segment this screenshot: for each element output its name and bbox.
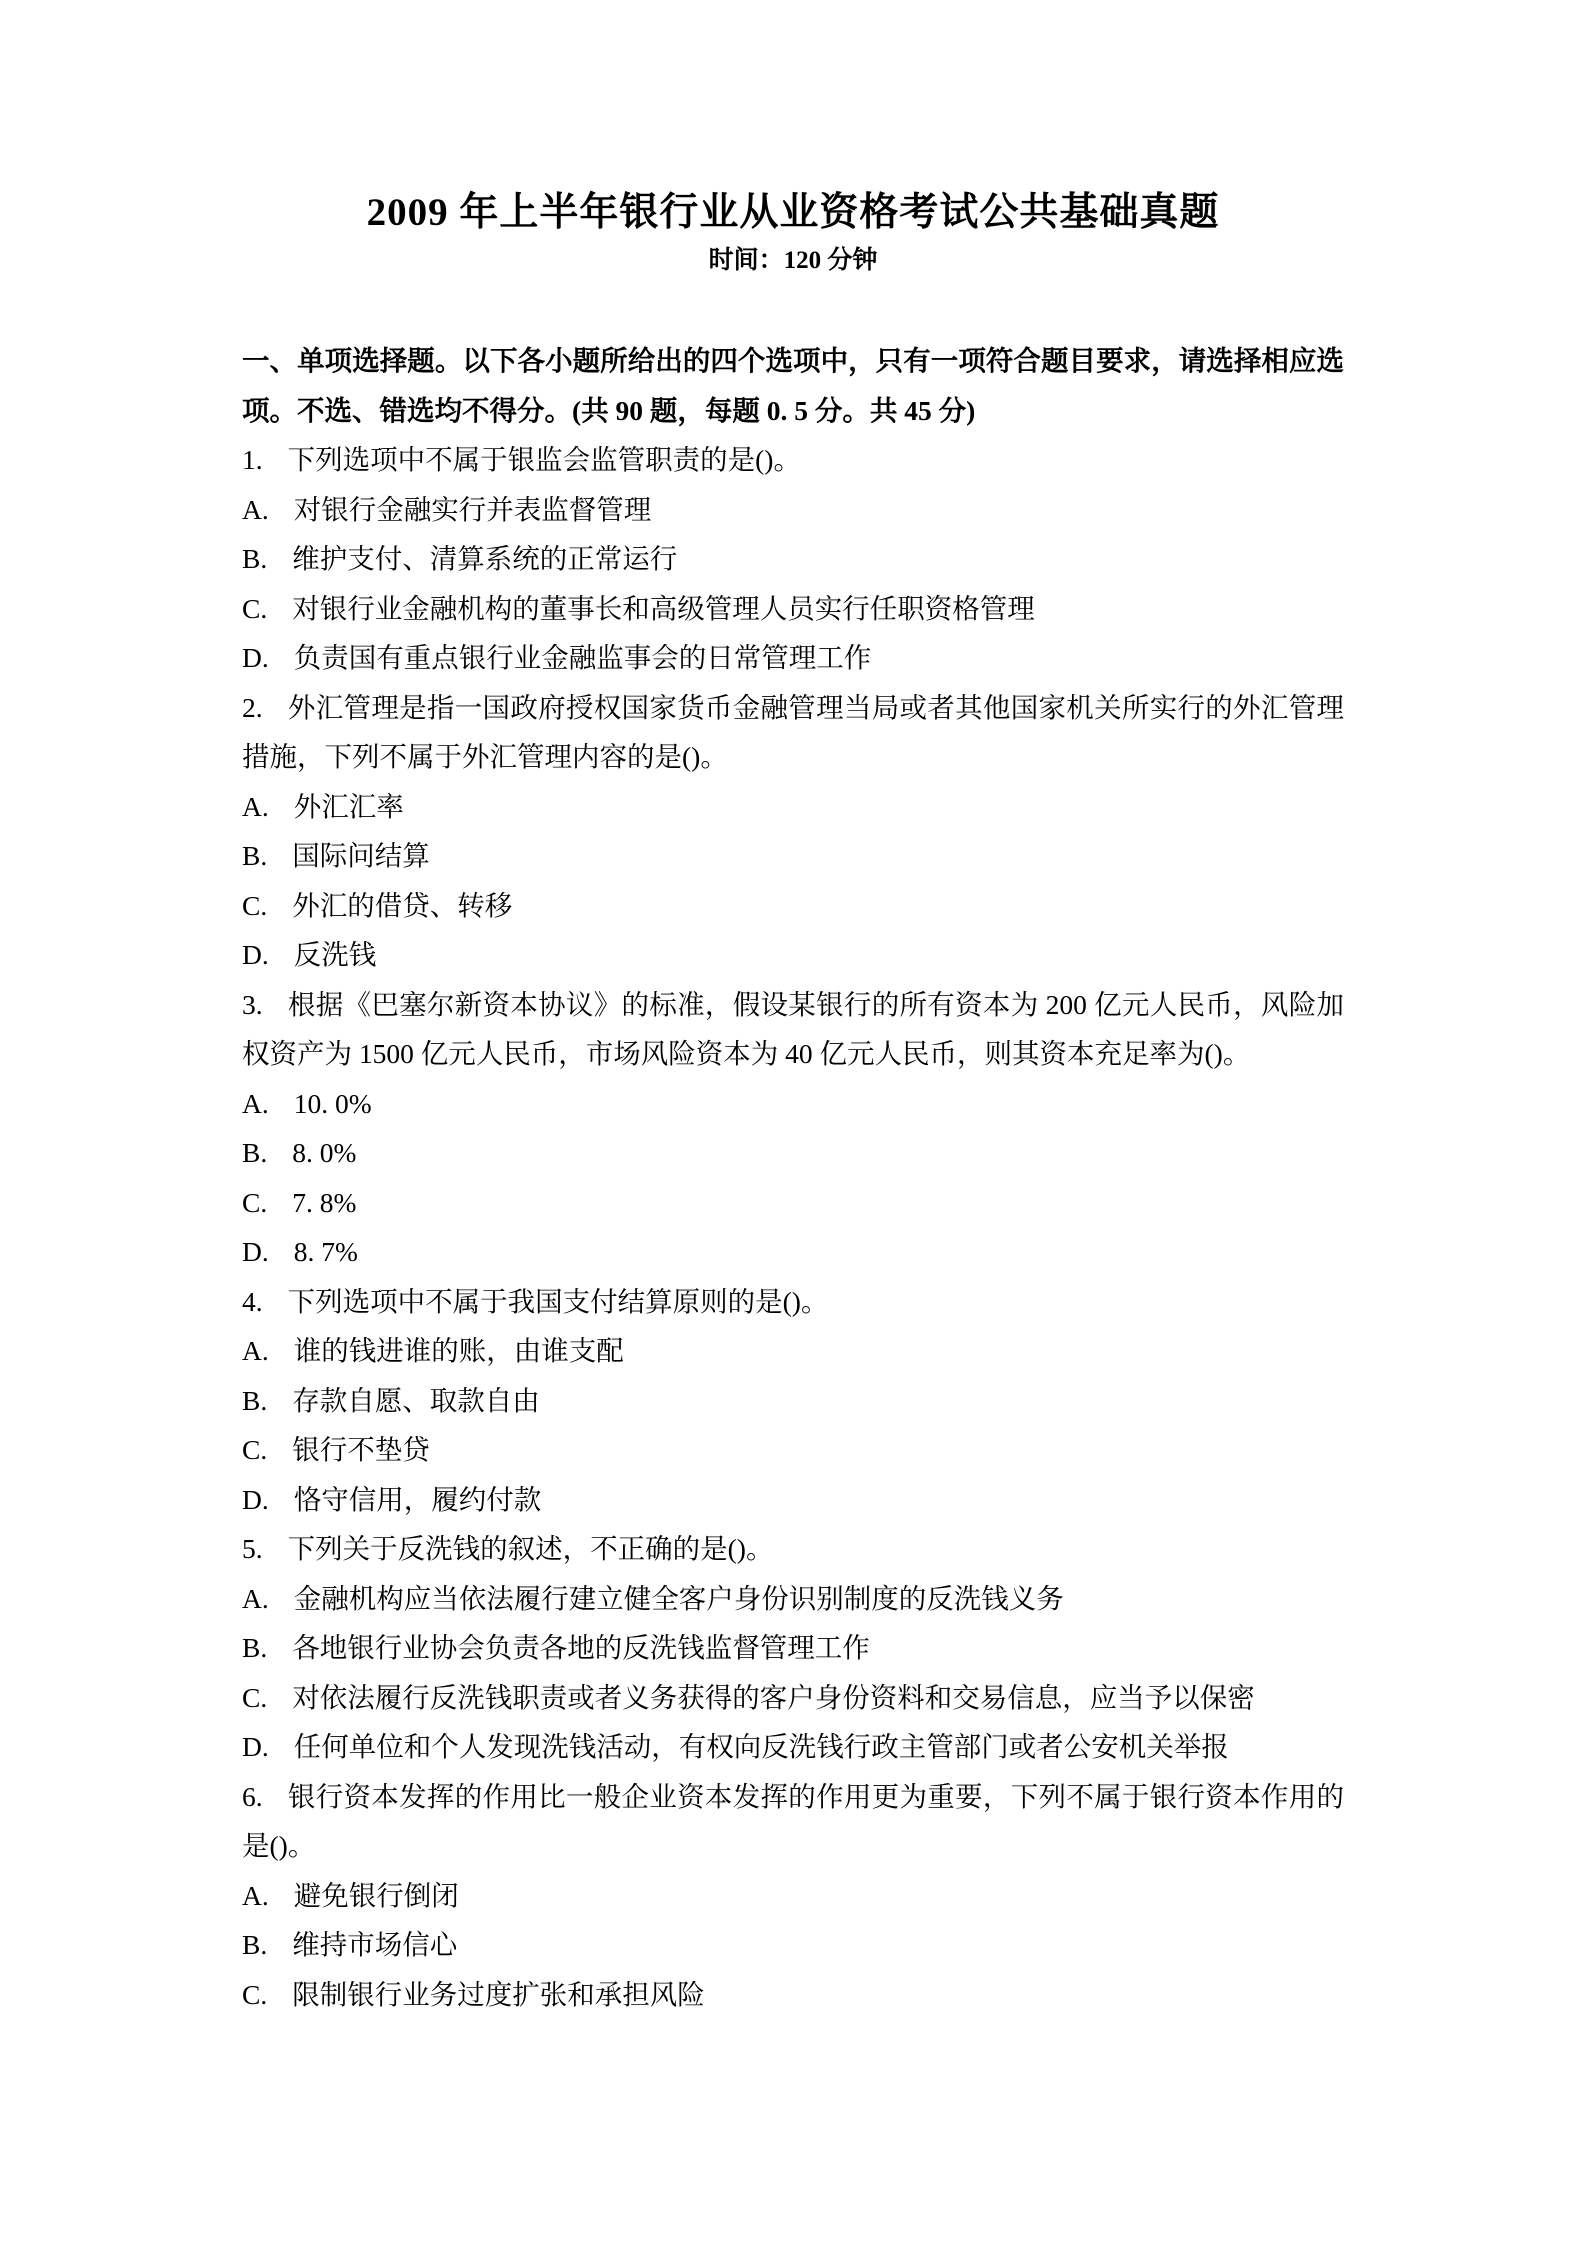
option-label: C. <box>242 592 268 624</box>
question-2 <box>242 683 1344 980</box>
option-text: 7. 8% <box>292 1186 357 1218</box>
option-c <box>242 584 1344 634</box>
option-label: B. <box>242 1137 268 1168</box>
option-text: 维护支付、清算系统的正常运行 <box>292 543 678 574</box>
option-label: B. <box>242 840 268 871</box>
option-label: A. <box>242 1335 269 1366</box>
option-d <box>242 1227 1344 1277</box>
option-a <box>242 1871 1344 1921</box>
question-text: 下列关于反洗钱的叙述，不正确的是()。 <box>287 1533 774 1564</box>
option-label: C. <box>242 1681 268 1713</box>
option-text: 限制银行业务过度扩张和承担风险 <box>292 1978 705 2010</box>
option-text: 8. 0% <box>292 1137 357 1168</box>
option-text: 对银行业金融机构的董事长和高级管理人员实行任职资格管理 <box>292 592 1035 624</box>
option-label: D. <box>242 1236 269 1267</box>
question-4 <box>242 1277 1344 1525</box>
option-text: 国际问结算 <box>292 840 430 871</box>
option-a <box>242 1079 1344 1129</box>
option-d <box>242 930 1344 980</box>
option-label: A. <box>242 790 269 822</box>
option-a <box>242 782 1344 832</box>
question-number: 3. <box>242 988 263 1020</box>
question-stem <box>242 435 1344 485</box>
option-label: D. <box>242 642 269 673</box>
question-number: 2. <box>242 691 263 723</box>
question-6 <box>242 1772 1344 2020</box>
option-label: B. <box>242 543 268 574</box>
option-text: 任何单位和个人发现洗钱活动，有权向反洗钱行政主管部门或者公安机关举报 <box>293 1731 1229 1762</box>
question-number: 4. <box>242 1285 263 1317</box>
option-a <box>242 485 1344 535</box>
option-label: A. <box>242 493 269 525</box>
option-d <box>242 1475 1344 1525</box>
option-text: 对银行金融实行并表监督管理 <box>293 493 652 525</box>
option-text: 金融机构应当依法履行建立健全客户身份识别制度的反洗钱义务 <box>293 1582 1064 1614</box>
option-label: D. <box>242 1731 269 1762</box>
option-b <box>242 1128 1344 1178</box>
option-text: 谁的钱进谁的账，由谁支配 <box>293 1335 624 1366</box>
option-label: A. <box>242 1582 269 1614</box>
option-b <box>242 1623 1344 1673</box>
question-1 <box>242 435 1344 683</box>
option-c <box>242 1673 1344 1723</box>
option-text: 银行不垫贷 <box>292 1434 430 1465</box>
question-stem <box>242 683 1344 782</box>
option-label: B. <box>242 1384 268 1416</box>
option-text: 负责国有重点银行业金融监事会的日常管理工作 <box>293 642 872 673</box>
exam-duration: 时间：120 分钟 <box>708 247 878 274</box>
option-text: 反洗钱 <box>293 939 377 970</box>
question-3 <box>242 980 1344 1277</box>
question-text: 下列选项中不属于银监会监管职责的是()。 <box>287 444 801 475</box>
option-b <box>242 1920 1344 1970</box>
option-label: D. <box>242 1483 269 1515</box>
option-c <box>242 1178 1344 1228</box>
option-text: 存款自愿、取款自由 <box>292 1384 540 1416</box>
option-label: D. <box>242 939 269 970</box>
question-text: 外汇管理是指一国政府授权国家货币金融管理当局或者其他国家机关所实行的外汇管理措施，下列不属于外汇管理内容的是()。 <box>242 691 1344 772</box>
option-d <box>242 1722 1344 1772</box>
option-label: C. <box>242 1434 268 1465</box>
question-stem <box>242 980 1344 1079</box>
option-text: 避免银行倒闭 <box>293 1879 459 1911</box>
question-text: 银行资本发挥的作用比一般企业资本发挥的作用更为重要，下列不属于银行资本作用的是()。 <box>242 1780 1344 1861</box>
option-a <box>242 1574 1344 1624</box>
question-number: 6. <box>242 1780 263 1812</box>
question-stem <box>242 1772 1344 1871</box>
option-label: A. <box>242 1879 269 1911</box>
question-number: 5. <box>242 1533 263 1564</box>
option-c <box>242 881 1344 931</box>
page-title: 2009 年上半年银行业从业资格考试公共基础真题 <box>366 191 1220 234</box>
option-text: 各地银行业协会负责各地的反洗钱监督管理工作 <box>292 1632 870 1663</box>
question-stem <box>242 1524 1344 1574</box>
question-stem <box>242 1277 1344 1327</box>
question-5 <box>242 1524 1344 1772</box>
option-label: B. <box>242 1929 268 1960</box>
question-text: 下列选项中不属于我国支付结算原则的是()。 <box>287 1285 829 1317</box>
option-label: A. <box>242 1087 269 1119</box>
option-label: C. <box>242 1978 268 2010</box>
option-b <box>242 831 1344 881</box>
option-text: 恪守信用，履约付款 <box>293 1483 542 1515</box>
question-number: 1. <box>242 444 263 475</box>
option-label: C. <box>242 889 268 921</box>
option-b <box>242 534 1344 584</box>
exam-body <box>242 336 1344 2019</box>
option-text: 10. 0% <box>293 1087 372 1119</box>
option-text: 外汇的借贷、转移 <box>292 889 513 921</box>
option-c <box>242 1970 1344 2020</box>
option-text: 外汇汇率 <box>293 790 404 822</box>
option-label: C. <box>242 1186 268 1218</box>
option-label: B. <box>242 1632 268 1663</box>
option-text: 8. 7% <box>293 1236 358 1267</box>
option-text: 对依法履行反洗钱职责或者义务获得的客户身份资料和交易信息，应当予以保密 <box>292 1681 1255 1713</box>
option-d <box>242 633 1344 683</box>
option-b <box>242 1376 1344 1426</box>
option-c <box>242 1425 1344 1475</box>
option-a <box>242 1326 1344 1376</box>
section-heading: 一、单项选择题。以下各小题所给出的四个选项中，只有一项符合题目要求，请选择相应选项。不选、错选均不得分。(共 90 题，每题 0. 5 分。共 45 分) <box>242 345 1344 426</box>
option-text: 维持市场信心 <box>292 1929 458 1960</box>
question-text: 根据《巴塞尔新资本协议》的标准，假设某银行的所有资本为 200 亿元人民币，风险加权资产为 1500 亿元人民币，市场风险资本为 40 亿元人民币，则其资本充足率为()。 <box>242 988 1344 1069</box>
